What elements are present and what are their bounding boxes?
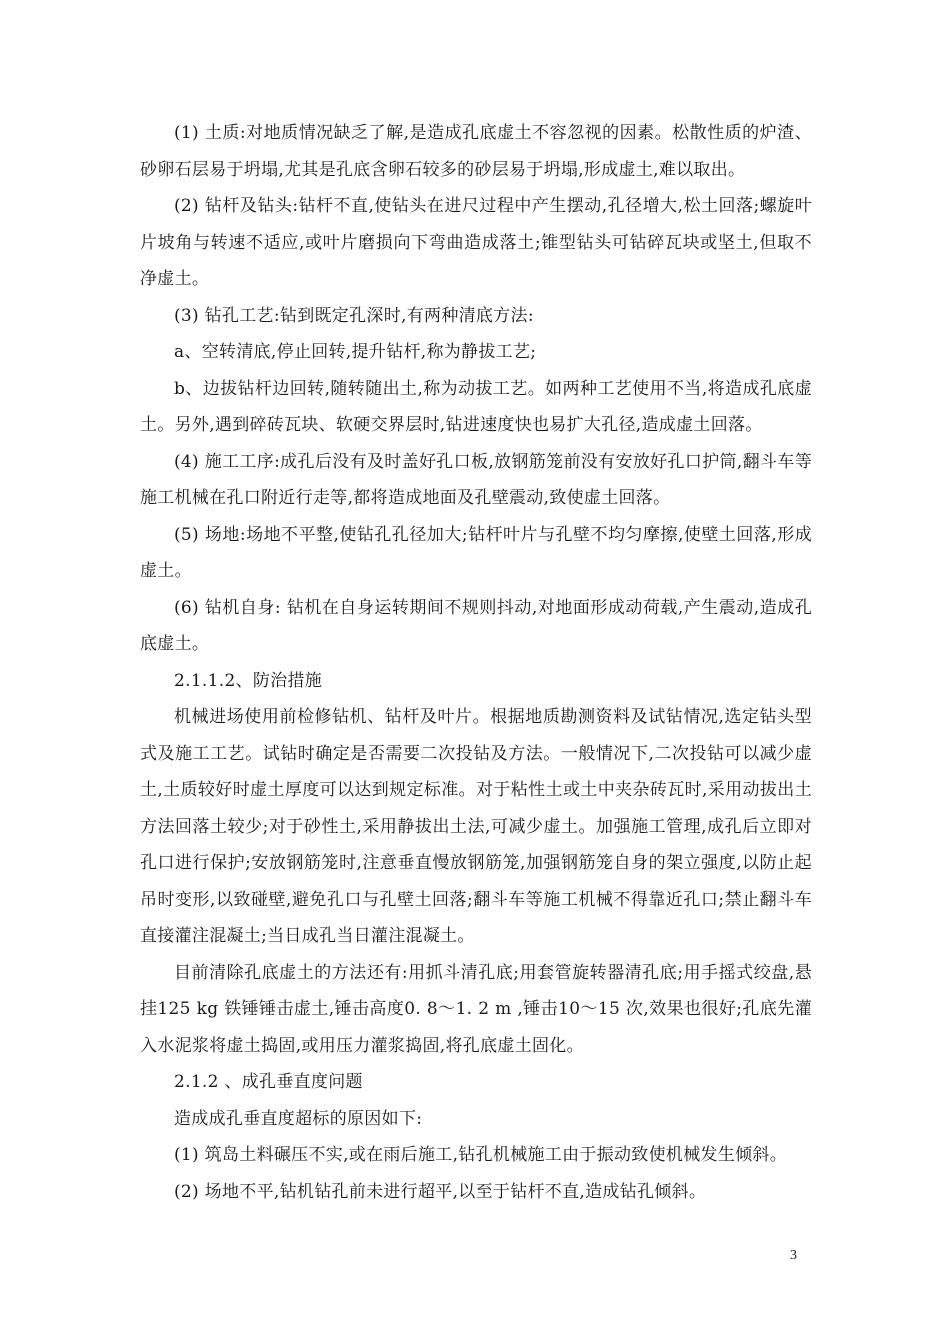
document-body (140, 115, 812, 1210)
paragraph-construction-sequence: (4) 施工工序:成孔后没有及时盖好孔口板,放钢筋笼前没有安放好孔口护筒,翻斗车等施工机械在孔口附近行走等,都将造成地面及孔壁震动,致使虚土回落。 (140, 451, 812, 508)
paragraph-drilling-process: (3) 钻孔工艺:钻到既定孔深时,有两种清底方法: (174, 305, 534, 326)
paragraph-drill-rod: (2) 钻杆及钻头:钻杆不直,使钻头在进尺过程中产生摆动,孔径增大,松土回落;螺旋叶片坡角与转速不适应,或叶片磨损向下弯曲造成落土;锥型钻头可钻碎瓦块或坚土,但取不净虚土。 (140, 196, 812, 289)
paragraph-rig-itself: (6) 钻机自身: 钻机在自身运转期间不规则抖动,对地面形成动荷载,产生震动,造成孔底虚土。 (140, 597, 812, 654)
paragraph-dynamic-pull: b、边拔钻杆边回转,随转随出土,称为动拔工艺。如两种工艺使用不当,将造成孔底虚土。另外,遇到碎砖瓦块、软硬交界层时,钻进速度快也易扩大孔径,造成虚土回落。 (140, 378, 812, 435)
page-number: 3 (790, 1248, 797, 1263)
paragraph-island-fill: (1) 筑岛土料碾压不实,或在雨后施工,钻孔机械施工由于振动致使机械发生倾斜。 (174, 1145, 787, 1165)
paragraph-site: (5) 场地:场地不平整,使钻孔孔径加大;钻杆叶片与孔壁不均匀摩擦,使壁土回落,形成虚土。 (140, 524, 812, 581)
section-heading-verticality: 2.1.2 、成孔垂直度问题 (174, 1072, 363, 1092)
paragraph-verticality-causes: 造成成孔垂直度超标的原因如下: (174, 1108, 423, 1129)
paragraph-cleaning-methods: 目前清除孔底虚土的方法还有:用抓斗清孔底;用套管旋转器清孔底;用手摇式绞盘,悬挂125 kg 铁锤锤击虚土,锤击高度0. 8～1. 2 m ,锤击10～15 次,效果也很好;孔底先灌入水泥浆将虚土捣固,或用压力灌浆捣固,将孔底虚土固化。 (140, 962, 812, 1056)
paragraph-prevention-measures: 机械进场使用前检修钻机、钻杆及叶片。根据地质勘测资料及试钻情况,选定钻头型式及施工工艺。试钻时确定是否需要二次投钻及方法。一般情况下,二次投钻可以减少虚土,土质较好时虚土厚度可以达到规定标准。对于粘性土或土中夹杂砖瓦时,采用动拔出土方法回落土较少;对于砂性土,采用静拔出土法,可减少虚土。加强施工管理,成孔后立即对孔口进行保护;安放钢筋笼时,注意垂直慢放钢筋笼,加强钢筋笼自身的架立强度,以防止起吊时变形,以致碰壁,避免孔口与孔壁土回落;翻斗车等施工机械不得靠近孔口;禁止翻斗车直接灌注混凝土;当日成孔当日灌注混凝土。 (140, 707, 812, 946)
paragraph-uneven-site: (2) 场地不平,钻机钻孔前未进行超平,以至于钻杆不直,造成钻孔倾斜。 (174, 1181, 707, 1202)
paragraph-static-pull: a、空转清底,停止回转,提升钻杆,称为静拔工艺; (174, 342, 537, 362)
paragraph-soil: (1) 土质:对地质情况缺乏了解,是造成孔底虚土不容忽视的因素。松散性质的炉渣、砂卵石层易于坍塌,尤其是孔底含卵石较多的砂层易于坍塌,形成虚土,难以取出。 (140, 123, 812, 180)
section-heading-prevention: 2.1.1.2、防治措施 (174, 670, 323, 691)
